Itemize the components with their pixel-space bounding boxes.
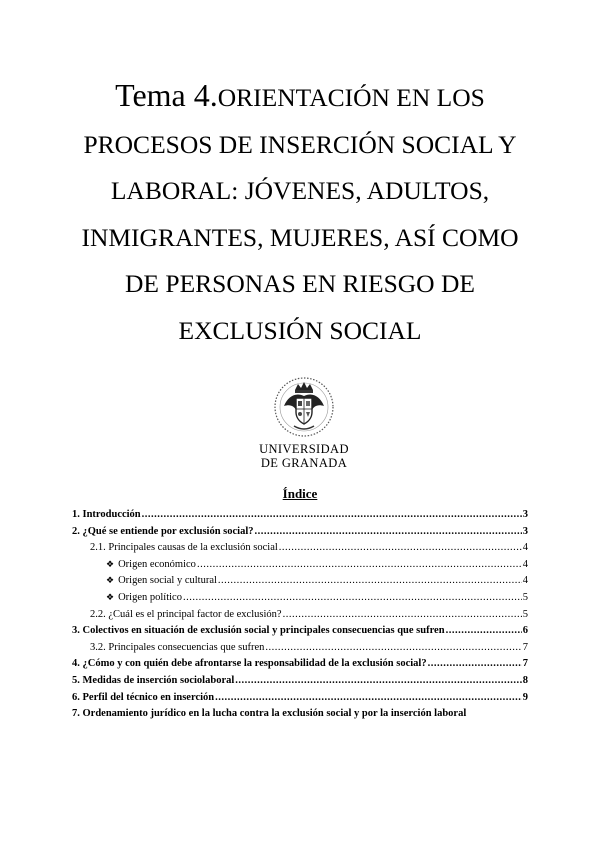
title-line-1-rest: ORIENTACIÓN EN LOS — [217, 83, 485, 112]
toc-entry[interactable] — [72, 526, 528, 543]
title-line-5: DE PERSONAS EN RIESGO DE — [125, 269, 475, 298]
toc-entry-label: 3. Colectivos en situación de exclusión social y principales consecuencias que sufren — [72, 625, 445, 637]
toc-leader-dots — [218, 575, 522, 586]
toc-leader-dots — [446, 625, 522, 636]
toc-leader-dots — [215, 692, 522, 703]
toc-entry-page: 9 — [522, 691, 528, 703]
university-name-line-1: UNIVERSIDAD — [259, 442, 349, 456]
toc-entry-label: 2.1. Principales causas de la exclusión social — [90, 542, 278, 554]
bullet-icon: ❖ — [106, 591, 115, 602]
toc-entry[interactable] — [72, 542, 528, 559]
toc-entry[interactable] — [72, 592, 528, 609]
index-title: Índice — [282, 486, 318, 501]
toc-entry[interactable] — [72, 509, 528, 526]
university-logo — [258, 376, 350, 472]
toc-entry-label: 4. ¿Cómo y con quién debe afrontarse la responsabilidad de la exclusión social? — [72, 658, 427, 670]
toc-entry[interactable] — [72, 559, 528, 576]
title-line-4: INMIGRANTES, MUJERES, ASÍ COMO — [81, 222, 519, 252]
toc-leader-dots — [265, 642, 521, 653]
table-of-contents — [72, 509, 528, 725]
university-name — [258, 442, 350, 470]
toc-entry-page: 7 — [522, 641, 528, 653]
university-seal-icon — [268, 376, 340, 438]
toc-entry-label: Origen político — [118, 591, 182, 603]
toc-entry[interactable] — [72, 675, 528, 692]
toc-entry-label: 6. Perfil del técnico en inserción — [72, 691, 215, 703]
toc-entry-page: 6 — [522, 625, 528, 637]
title-line-2: PROCESOS DE INSERCIÓN SOCIAL Y — [83, 129, 517, 159]
toc-entry-label: 2. ¿Qué se entiende por exclusión social? — [72, 525, 254, 537]
toc-leader-dots — [183, 592, 522, 603]
toc-entry-label: 1. Introducción — [72, 509, 141, 520]
toc-leader-dots — [428, 658, 522, 669]
title-tema: Tema 4. — [115, 77, 218, 113]
university-name-line-2: DE GRANADA — [260, 456, 348, 470]
toc-entry-page: 4 — [522, 558, 528, 570]
toc-entry-page: 7 — [522, 658, 528, 670]
toc-entry-label: 3.2. Principales consecuencias que sufren — [90, 641, 265, 653]
toc-leader-dots — [283, 609, 522, 620]
toc-entry[interactable] — [72, 625, 528, 642]
bullet-icon: ❖ — [106, 575, 115, 586]
toc-entry-label: Origen social y cultural — [118, 575, 217, 587]
toc-entry-page: 8 — [522, 674, 528, 686]
toc-entry[interactable] — [72, 692, 528, 709]
toc-entry-page: 3 — [522, 509, 528, 520]
toc-entry-page: 5 — [522, 591, 528, 603]
title-line-3: LABORAL: JÓVENES, ADULTOS, — [110, 176, 490, 205]
toc-leader-dots — [197, 559, 522, 570]
title-line-6: EXCLUSIÓN SOCIAL — [178, 315, 422, 345]
toc-entry-label: 5. Medidas de inserción sociolaboral — [72, 674, 235, 686]
toc-leader-dots — [279, 542, 522, 553]
toc-entry-label: Origen económico — [118, 558, 196, 570]
toc-entry-page: 3 — [522, 525, 528, 537]
toc-entry-page: 4 — [522, 575, 528, 587]
toc-leader-dots — [235, 675, 521, 686]
toc-entry-page: 4 — [522, 542, 528, 554]
toc-entry-page: 5 — [522, 608, 528, 620]
bullet-icon: ❖ — [106, 558, 115, 569]
toc-entry[interactable] — [72, 609, 528, 626]
toc-entry[interactable] — [72, 708, 528, 725]
title-line-1 — [40, 72, 560, 122]
toc-leader-dots — [255, 526, 522, 537]
toc-leader-dots — [142, 509, 522, 520]
toc-entry-label: 2.2. ¿Cuál es el principal factor de exclusión? — [90, 608, 282, 620]
toc-entry-label: 7. Ordenamiento jurídico en la lucha contra la exclusión social y por la inserción laboral — [72, 708, 467, 720]
document-title — [40, 72, 560, 354]
toc-entry[interactable] — [72, 658, 528, 675]
toc-entry[interactable] — [72, 575, 528, 592]
toc-entry[interactable] — [72, 642, 528, 659]
